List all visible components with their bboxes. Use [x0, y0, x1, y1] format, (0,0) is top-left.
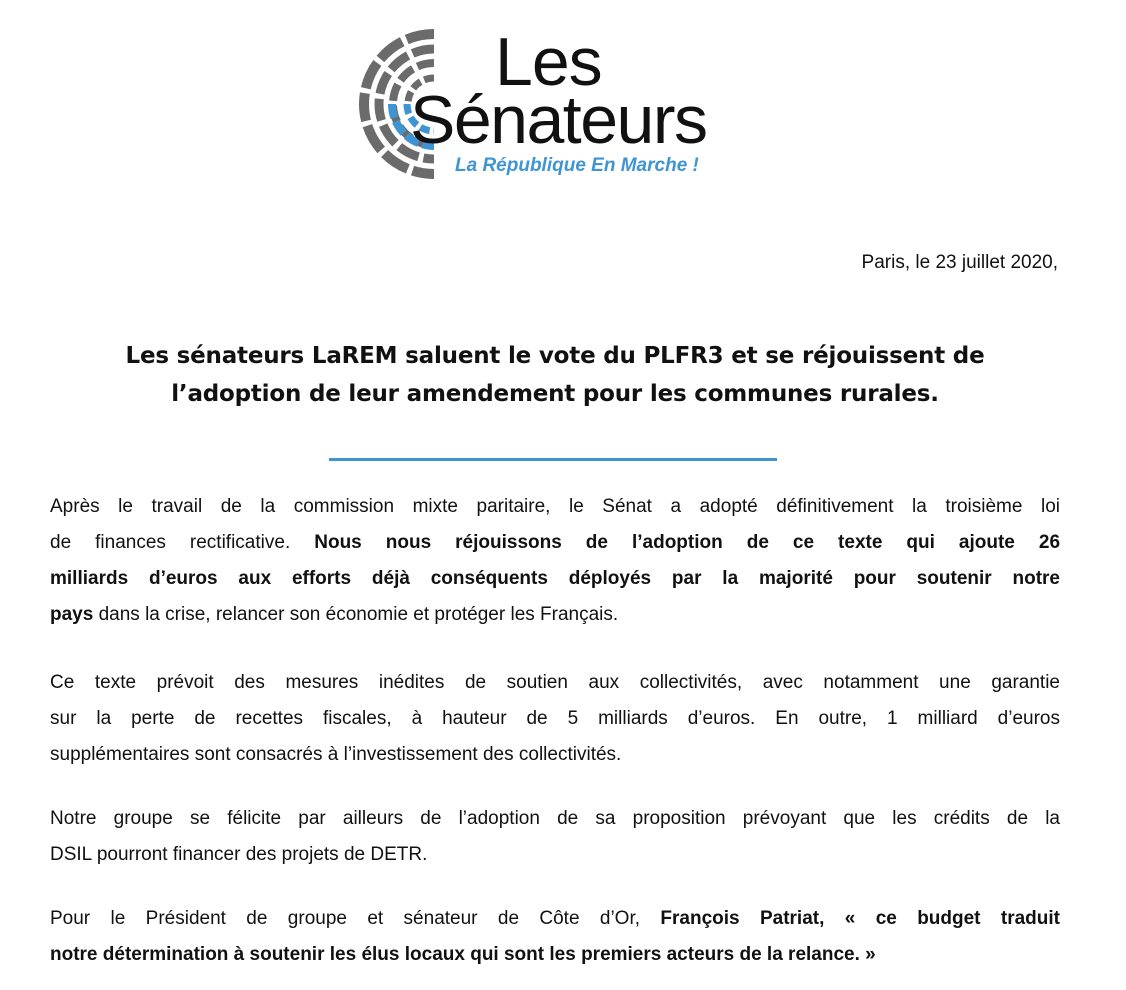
paragraph-4 — [50, 901, 1060, 973]
paragraph-3-line-1: Notre groupe se félicite par ailleurs de l’adoption de sa proposition prévoyant que les crédits de la — [50, 808, 1060, 829]
p4-l1-name: François Patriat, — [660, 908, 825, 929]
logo-tagline: La République En Marche ! — [455, 155, 699, 176]
p4-l1-quote: « ce budget traduit — [844, 908, 1060, 929]
paragraph-1-line-4 — [50, 597, 1060, 633]
headline-divider — [329, 458, 777, 461]
document-date: Paris, le 23 juillet 2020, — [861, 252, 1058, 273]
paragraph-3 — [50, 801, 1060, 873]
p1-l4-regular: dans la crise, relancer son économie et protéger les Français. — [98, 604, 619, 625]
paragraph-2-line-2: sur la perte de recettes fiscales, à hauteur de 5 milliards d’euros. En outre, 1 milliard d’euros — [50, 708, 1060, 729]
paragraph-2 — [50, 665, 1060, 773]
paragraph-2-line-3: supplémentaires sont consacrés à l’investissement des collectivités. — [50, 744, 622, 765]
p1-l2-regular: de finances rectificative. — [50, 532, 291, 553]
p1-l3-bold: milliards d’euros aux efforts déjà conséquents déployés par la majorité pour soutenir notre — [50, 568, 1060, 589]
paragraph-2-line-1: Ce texte prévoit des mesures inédites de soutien aux collectivités, avec notamment une garantie — [50, 672, 1060, 693]
headline — [40, 337, 1070, 413]
headline-line-1: Les sénateurs LaREM saluent le vote du PLFR3 et se réjouissent de — [125, 343, 985, 369]
p1-l2-bold: Nous nous réjouissons de l’adoption de ce texte qui ajoute 26 — [314, 532, 1061, 553]
logo-text-senateurs: Sénateurs — [410, 82, 707, 158]
paragraph-1-line-2 — [50, 525, 1060, 561]
paragraph-3-line-2: DSIL pourront financer des projets de DETR. — [50, 844, 428, 865]
logo-text-les: Les — [495, 24, 602, 100]
paragraph-1-line-1: Après le travail de la commission mixte paritaire, le Sénat a adopté définitivement la troisième loi — [50, 496, 1060, 517]
logo — [352, 22, 762, 192]
paragraph-1 — [50, 489, 1060, 633]
paragraph-4-line-2 — [50, 937, 1060, 973]
p4-l1-regular: Pour le Président de groupe et sénateur de Côte d’Or, — [50, 908, 641, 929]
paragraph-1-line-3 — [50, 561, 1060, 597]
paragraph-4-line-1 — [50, 901, 1060, 937]
p4-l2-quote: notre détermination à soutenir les élus locaux qui sont les premiers acteurs de la relance. » — [50, 944, 876, 965]
p1-l4-bold: pays — [50, 604, 94, 625]
headline-line-2: l’adoption de leur amendement pour les communes rurales. — [171, 381, 939, 407]
